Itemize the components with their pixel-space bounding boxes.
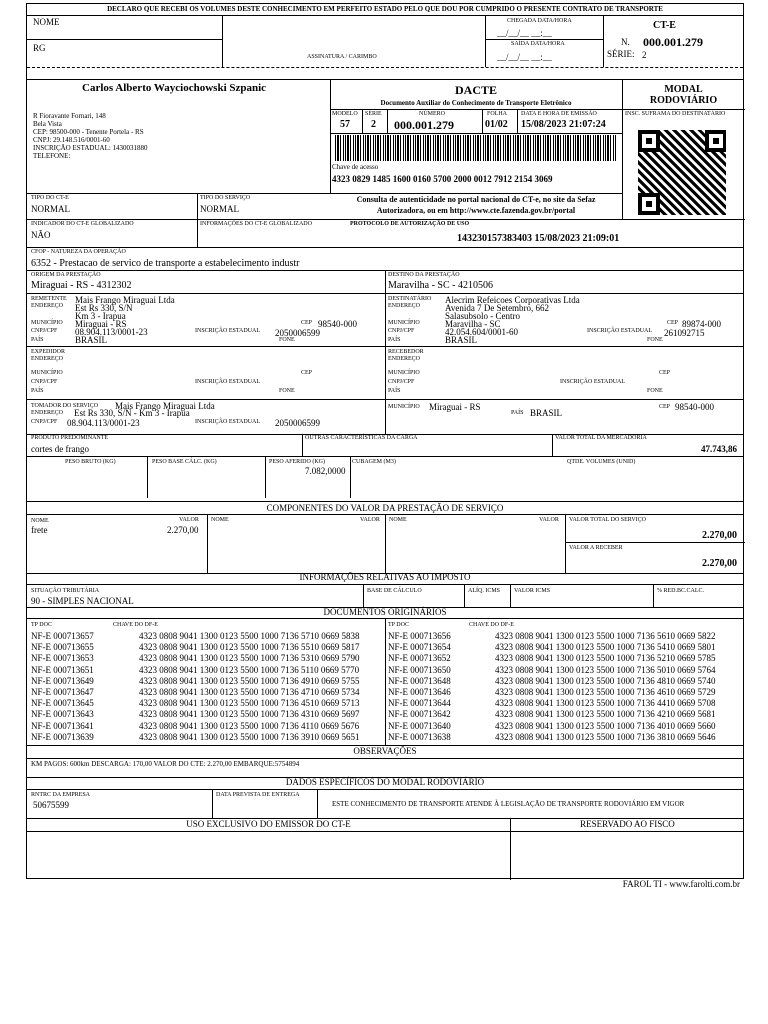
destinatario-endereco2: Salasubsolo - Centro xyxy=(445,311,520,321)
destinatario-cnpj-label: CNPJ/CPF xyxy=(388,328,415,334)
observacoes-title: OBSERVAÇÕES xyxy=(353,746,417,756)
remetente-municipio-label: MUNICÍPIO xyxy=(31,320,63,326)
chegada-value: __/__/__ __:__ xyxy=(497,28,552,38)
dacte-document xyxy=(26,3,744,879)
doc-tp-right: NF-E 000713650 xyxy=(388,664,451,675)
doc-chave-right: 4323 0808 9041 1300 0123 5500 1000 7136 4610 0669 5729 xyxy=(495,687,716,697)
situacao-label: SITUAÇÃO TRIBUTÁRIA xyxy=(31,588,100,594)
doc-chave-right: 4323 0808 9041 1300 0123 5500 1000 7136 4810 0669 5740 xyxy=(495,675,716,686)
expedidor-ie-label: INSCRIÇÃO ESTADUAL xyxy=(195,379,261,385)
doc-chave-label-left: CHAVE DO DF-E xyxy=(113,622,158,628)
doc-chave-right: 4323 0808 9041 1300 0123 5500 1000 7136 4210 0669 5681 xyxy=(495,709,716,720)
rg-label: RG xyxy=(33,43,46,53)
remetente-ie: 2050006599 xyxy=(275,328,320,338)
doc-chave-left: 4323 0808 9041 1300 0123 5500 1000 7136 4510 0669 5713 xyxy=(139,698,360,709)
destinatario-ie-label: INSCRIÇÃO ESTADUAL xyxy=(587,328,653,334)
observacoes-text: KM PAGOS: 600km DESCARGA: 170,00 VALOR DO CTE: 2.270,00 EMBARQUE:5754894 xyxy=(31,760,300,768)
remetente-endereco2: Km 3 - Irapua xyxy=(75,311,126,321)
remetente-fone-label: FONE xyxy=(279,337,295,343)
produto-label: PRODUTO PREDOMINANTE xyxy=(31,435,109,441)
emissao-label: DATA E HORA DE EMISSÃO xyxy=(521,111,597,117)
barcode-icon xyxy=(335,135,617,161)
doc-chave-right: 4323 0808 9041 1300 0123 5500 1000 7136 5210 0669 5785 xyxy=(495,653,716,664)
tomador-cnpj: 08.904.113/0001-23 xyxy=(67,418,140,428)
doc-chave-right: 4323 0808 9041 1300 0123 5500 1000 7136 4010 0669 5660 xyxy=(495,720,716,731)
red-label: % RED.BC.CALC. xyxy=(657,588,705,594)
indicador-label: INDICADOR DO CT-E GLOBALIZADO xyxy=(31,221,134,227)
tipo-servico-value: NORMAL xyxy=(200,204,240,214)
dacte-subtitle: Documento Auxiliar do Conhecimento de Transporte Eletrônico xyxy=(380,99,572,107)
serie-label: SÉRIE: xyxy=(607,49,635,59)
tomador-nome: Mais Frango Miraguai Ltda xyxy=(115,401,215,411)
comp-item-nome: frete xyxy=(31,525,48,535)
tomador-ie: 2050006599 xyxy=(275,418,320,428)
remetente-cep: 98540-000 xyxy=(318,319,357,329)
aliq-label: ALÍQ. ICMS xyxy=(468,588,501,594)
cte-label: CT-E xyxy=(653,20,676,31)
doc-chave-right: 4323 0808 9041 1300 0123 5500 1000 7136 3810 0669 5646 xyxy=(495,731,716,742)
destinatario-cnpj: 42.054.604/0001-60 xyxy=(445,327,518,337)
rntrc-label: RNTRC DA EMPRESA xyxy=(31,792,91,798)
comp-valor-label-1: VALOR xyxy=(179,517,199,523)
doc-chave-left: 4323 0808 9041 1300 0123 5500 1000 7136 5110 0669 5770 xyxy=(139,664,360,675)
doc-chave-right: 4323 0808 9041 1300 0123 5500 1000 7136 5610 0669 5822 xyxy=(495,631,716,641)
comp-nome-label-2: NOME xyxy=(211,517,229,523)
indicador-value: NÃO xyxy=(31,230,51,240)
modelo-label: MODELO xyxy=(332,111,358,117)
doc-tp-left: NF-E 000713643 xyxy=(31,709,94,720)
cfop-value: 6352 - Prestacao de servico de transporte a estabelecimento industr xyxy=(31,258,300,269)
recebedor-municipio-label: MUNICÍPIO xyxy=(388,370,420,376)
data-prevista-label: DATA PREVISTA DE ENTREGA xyxy=(216,792,300,798)
tomador-pais: BRASIL xyxy=(530,408,563,418)
situacao-value: 90 - SIMPLES NACIONAL xyxy=(31,596,134,606)
tomador-endereco: Est Rs 330, S/N - Km 3 - Irapua xyxy=(74,408,190,418)
produto-value: cortes de frango xyxy=(31,444,89,454)
cfop-label: CFOP - NATUREZA DA OPERAÇÃO xyxy=(31,249,126,255)
destino-value: Maravilha - SC - 4210506 xyxy=(388,280,493,291)
peso-base-label: PESO BASE CÁLC. (KG) xyxy=(152,459,217,465)
remetente-endereco-label: ENDEREÇO xyxy=(31,303,63,309)
emitter-line5: INSCRIÇÃO ESTADUAL: 1430031880 xyxy=(33,144,148,152)
destinatario-municipio-label: MUNICÍPIO xyxy=(388,320,420,326)
destinatario-label: DESTINATÁRIO xyxy=(388,296,432,302)
total-servico-label: VALOR TOTAL DO SERVIÇO xyxy=(569,517,646,523)
destinatario-pais: BRASIL xyxy=(445,335,478,345)
doc-chave-right: 4323 0808 9041 1300 0123 5500 1000 7136 5010 0669 5764 xyxy=(495,664,716,675)
emitter-line4: CNPJ: 29.148.516/0001-60 xyxy=(33,136,110,144)
modal-value: RODOVIÁRIO xyxy=(649,95,718,106)
uso-emissor-title: USO EXCLUSIVO DO EMISSOR DO CT-E xyxy=(186,819,351,829)
info-global-label: INFORMAÇÕES DO CT-E GLOBALIZADO xyxy=(200,221,312,227)
expedidor-cnpj-label: CNPJ/CPF xyxy=(31,379,58,385)
folha-value: 01/02 xyxy=(485,119,508,130)
doc-tp-right: NF-E 000713646 xyxy=(388,687,451,697)
doc-chave-left: 4323 0808 9041 1300 0123 5500 1000 7136 5710 0669 5838 xyxy=(139,631,360,641)
doc-tp-right: NF-E 000713642 xyxy=(388,709,451,720)
valor-mercadoria-label: VALOR TOTAL DA MERCADORIA xyxy=(555,435,647,441)
tomador-cep-label: CEP xyxy=(659,404,671,410)
remetente-municipio: Miraguai - RS xyxy=(75,319,127,329)
doc-tp-left: NF-E 000713657 xyxy=(31,631,94,641)
doc-tp-right: NF-E 000713654 xyxy=(388,642,451,653)
remetente-cnpj-label: CNPJ/CPF xyxy=(31,328,58,334)
total-servico-value: 2.270,00 xyxy=(702,530,737,541)
nome-label: NOME xyxy=(33,17,60,27)
doc-tp-right: NF-E 000713656 xyxy=(388,631,451,641)
numero-value: 000.001.279 xyxy=(394,118,454,132)
base-label: BASE DE CÁLCULO xyxy=(367,588,422,594)
doc-chave-left: 4323 0808 9041 1300 0123 5500 1000 7136 5310 0669 5790 xyxy=(139,653,360,664)
protocolo-label: PROTOCOLO DE AUTORIZAÇÃO DE USO xyxy=(350,221,470,227)
tomador-endereco-label: ENDEREÇO xyxy=(31,410,63,416)
tipo-cte-value: NORMAL xyxy=(31,204,71,214)
remetente-nome: Mais Frango Miraguai Ltda xyxy=(75,295,175,305)
recebedor-fone-label: FONE xyxy=(647,388,663,394)
doc-chave-label-right: CHAVE DO DF-E xyxy=(469,622,514,628)
modal-section-title: DADOS ESPECÍFICOS DO MODAL RODOVIÁRIO xyxy=(285,777,485,787)
expedidor-pais-label: PAÍS xyxy=(31,388,44,394)
remetente-endereco1: Est Rs 330, S/N xyxy=(75,303,133,313)
doc-tp-left: NF-E 000713651 xyxy=(31,664,94,675)
destinatario-cep-label: CEP xyxy=(667,320,679,326)
destinatario-municipio: Maravilha - SC xyxy=(445,319,501,329)
comp-valor-label-2: VALOR xyxy=(360,517,380,523)
destino-label: DESTINO DA PRESTAÇÃO xyxy=(388,272,460,278)
modelo-value: 57 xyxy=(340,119,350,130)
legislacao-text: ESTE CONHECIMENTO DE TRANSPORTE ATENDE À LEGISLAÇÃO DE TRANSPORTE RODOVIÁRIO EM VIGOR xyxy=(332,800,685,808)
doc-chave-left: 4323 0808 9041 1300 0123 5500 1000 7136 4910 0669 5755 xyxy=(139,675,360,686)
doc-tp-left: NF-E 000713647 xyxy=(31,687,94,697)
origem-value: Miraguai - RS - 4312302 xyxy=(31,280,132,291)
comp-valor-label-3: VALOR xyxy=(539,517,559,523)
doc-tp-left: NF-E 000713649 xyxy=(31,675,94,686)
doc-chave-left: 4323 0808 9041 1300 0123 5500 1000 7136 3910 0669 5651 xyxy=(139,731,360,742)
comp-item-valor: 2.270,00 xyxy=(167,525,199,535)
chave-value: 4323 0829 1485 1600 0160 5700 2000 0012 7912 2154 3069 xyxy=(332,174,553,184)
imposto-title: INFORMAÇÕES RELATIVAS AO IMPOSTO xyxy=(299,572,471,582)
expedidor-fone-label: FONE xyxy=(279,388,295,394)
remetente-label: REMETENTE xyxy=(31,296,67,302)
serie-header-label: SÉRIE xyxy=(365,111,382,117)
peso-bruto-label: PESO BRUTO (KG) xyxy=(65,459,116,465)
destinatario-cep: 89874-000 xyxy=(682,319,721,329)
doc-chave-right: 4323 0808 9041 1300 0123 5500 1000 7136 5410 0669 5801 xyxy=(495,642,716,653)
expedidor-municipio-label: MUNICÍPIO xyxy=(31,370,63,376)
emitter-line6: TELEFONE: xyxy=(33,152,71,160)
recebedor-ie-label: INSCRIÇÃO ESTADUAL xyxy=(560,379,626,385)
recebedor-label: RECEBEDOR xyxy=(388,349,424,355)
emitter-line3: CEP: 98500-000 - Tenente Portela - RS xyxy=(33,128,144,136)
doc-chave-left: 4323 0808 9041 1300 0123 5500 1000 7136 5510 0669 5817 xyxy=(139,642,360,653)
chegada-label: CHEGADA DATA/HORA xyxy=(507,18,572,24)
peso-aferido-value: 7.082,0000 xyxy=(305,466,346,476)
doc-tp-label-left: TP DOC xyxy=(31,622,52,628)
componentes-title: COMPONENTES DO VALOR DA PRESTAÇÃO DE SERVIÇO xyxy=(266,503,504,513)
receipt-declaration: DECLARO QUE RECEBI OS VOLUMES DESTE CONHECIMENTO EM PERFEITO ESTADO PELO QUE DOU POR CUMPRIDO O PRESENTE CONTRATO DE TRANSPORTE xyxy=(107,5,663,13)
consulta-text: Consulta de autenticidade no portal nacional do CT-e, no site da Sefaz Autorizadora, ou em http://www.cte.fazenda.gov.br/portal xyxy=(356,195,596,215)
qr-code-icon xyxy=(638,130,726,215)
saida-label: SAÍDA DATA/HORA xyxy=(511,41,565,47)
destinatario-fone-label: FONE xyxy=(647,337,663,343)
tomador-municipio-label: MUNICÍPIO xyxy=(388,404,420,410)
origem-label: ORIGEM DA PRESTAÇÃO xyxy=(31,272,101,278)
remetente-ie-label: INSCRIÇÃO ESTADUAL xyxy=(195,328,261,334)
comp-nome-label-1: NOME xyxy=(31,518,49,524)
emitter-line1: R Fioravante Fornari, 148 xyxy=(33,112,106,120)
recebedor-cnpj-label: CNPJ/CPF xyxy=(388,379,415,385)
recebedor-cep-label: CEP xyxy=(659,370,671,376)
protocolo-value: 143230157383403 15/08/2023 21:09:01 xyxy=(457,233,620,244)
expedidor-label: EXPEDIDOR xyxy=(31,349,65,355)
tomador-label: TOMADOR DO SERVIÇO xyxy=(31,403,99,409)
footer-text: FAROL TI - www.farolti.com.br xyxy=(622,879,740,889)
numero-label: NÚMERO xyxy=(419,111,446,117)
recebedor-endereco-label: ENDEREÇO xyxy=(388,356,420,362)
doc-tp-label-right: TP DOC xyxy=(388,622,409,628)
doc-tp-left: NF-E 000713639 xyxy=(31,731,94,742)
emitter-line2: Bela Vista xyxy=(33,120,62,128)
serie-header-value: 2 xyxy=(371,119,376,130)
destinatario-endereco-label: ENDEREÇO xyxy=(388,303,420,309)
valor-mercadoria-value: 47.743,86 xyxy=(701,444,737,454)
tomador-municipio: Miraguai - RS xyxy=(429,402,481,412)
tomador-cnpj-label: CNPJ/CPF xyxy=(31,419,58,425)
expedidor-endereco-label: ENDEREÇO xyxy=(31,356,63,362)
doc-chave-right: 4323 0808 9041 1300 0123 5500 1000 7136 4410 0669 5708 xyxy=(495,698,716,709)
tipo-servico-label: TIPO DO SERVIÇO xyxy=(200,195,251,201)
doc-chave-left: 4323 0808 9041 1300 0123 5500 1000 7136 4110 0669 5676 xyxy=(139,720,360,731)
doc-tp-left: NF-E 000713655 xyxy=(31,642,94,653)
doc-tp-right: NF-E 000713652 xyxy=(388,653,451,664)
uso-fisco-title: RESERVADO AO FISCO xyxy=(580,819,675,829)
rntrc-value: 50675599 xyxy=(33,800,69,810)
qtde-label: QTDE. VOLUMES (UNID) xyxy=(567,459,636,465)
n-value: 000.001.279 xyxy=(643,35,703,49)
doc-tp-left: NF-E 000713653 xyxy=(31,653,94,664)
dacte-title: DACTE xyxy=(454,83,497,97)
emissao-value: 15/08/2023 21:07:24 xyxy=(521,119,606,130)
doc-tp-right: NF-E 000713638 xyxy=(388,731,451,742)
doc-tp-right: NF-E 000713640 xyxy=(388,720,451,731)
tipo-cte-label: TIPO DO CT-E xyxy=(31,195,69,201)
comp-nome-label-3: NOME xyxy=(389,517,407,523)
receber-label: VALOR A RECEBER xyxy=(569,545,623,551)
tomador-pais-label: PAÍS xyxy=(511,410,524,416)
saida-value: __/__/__ __:__ xyxy=(497,52,552,62)
destinatario-pais-label: PAÍS xyxy=(388,337,401,343)
outras-label: OUTRAS CARACTERÍSTICAS DA CARGA xyxy=(305,435,418,441)
expedidor-cep-label: CEP xyxy=(301,370,313,376)
cubagem-label: CUBAGEM (M3) xyxy=(352,459,396,465)
suframa-label: INSC. SUFRAMA DO DESTINATÁRIO xyxy=(625,111,726,117)
doc-tp-left: NF-E 000713645 xyxy=(31,698,94,709)
destinatario-nome: Alecrim Refeicoes Corporativas Ltda xyxy=(445,295,580,305)
assinatura-label: ASSINATURA / CARIMBO xyxy=(307,54,377,60)
doc-chave-left: 4323 0808 9041 1300 0123 5500 1000 7136 4710 0669 5734 xyxy=(139,687,360,697)
remetente-pais-label: PAÍS xyxy=(31,337,44,343)
peso-aferido-label: PESO AFERIDO (KG) xyxy=(269,459,326,465)
remetente-cnpj: 08.904.113/0001-23 xyxy=(75,327,148,337)
modal-label: MODAL xyxy=(664,84,703,95)
remetente-cep-label: CEP xyxy=(301,320,313,326)
destinatario-ie: 261092715 xyxy=(664,328,705,338)
destinatario-endereco1: Avenida 7 De Setembro, 662 xyxy=(445,303,550,313)
valor-icms-label: VALOR ICMS xyxy=(514,588,551,594)
emitter-name: Carlos Alberto Wayciochowski Szpanic xyxy=(82,82,267,94)
receber-value: 2.270,00 xyxy=(702,558,737,569)
n-label: N. xyxy=(621,37,630,47)
tomador-ie-label: INSCRIÇÃO ESTADUAL xyxy=(195,419,261,425)
doc-tp-left: NF-E 000713641 xyxy=(31,720,94,731)
folha-label: FOLHA xyxy=(487,111,508,117)
remetente-pais: BRASIL xyxy=(75,335,108,345)
documentos-title: DOCUMENTOS ORIGINÁRIOS xyxy=(323,607,447,617)
doc-tp-right: NF-E 000713648 xyxy=(388,675,451,686)
doc-tp-right: NF-E 000713644 xyxy=(388,698,451,709)
tomador-cep: 98540-000 xyxy=(675,402,714,412)
chave-label: Chave de acesso xyxy=(332,163,379,171)
serie-value: 2 xyxy=(642,50,647,60)
recebedor-pais-label: PAÍS xyxy=(388,388,401,394)
doc-chave-left: 4323 0808 9041 1300 0123 5500 1000 7136 4310 0669 5697 xyxy=(139,709,360,720)
